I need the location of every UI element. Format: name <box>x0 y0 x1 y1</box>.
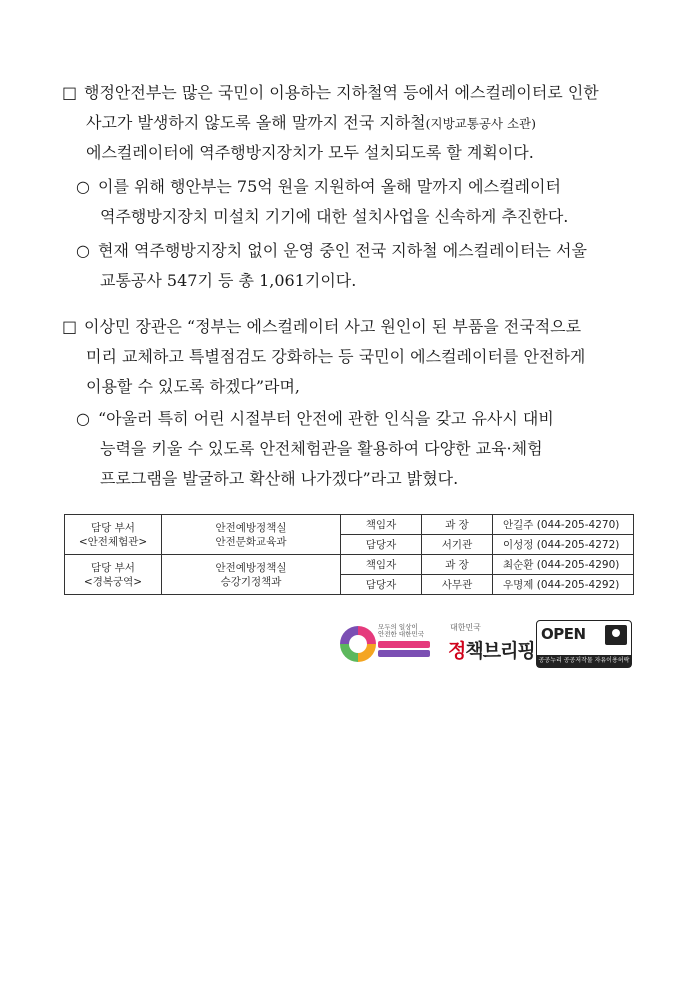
text-line: 이를 위해 행안부는 75억 원을 지원하여 올해 말까지 에스컬레이터 <box>98 177 561 196</box>
text-line: 이용할 수 있도록 하겠다”라며, <box>86 377 300 396</box>
text-line: 역주행방지장치 미설치 기기에 대한 설치사업을 신속하게 추진한다. <box>100 207 569 226</box>
dept-name: <경복궁역> <box>83 575 143 588</box>
title-cell: 사무관 <box>422 575 493 595</box>
footer-logos <box>340 620 640 670</box>
paragraph-1b <box>76 236 646 296</box>
text-line: 능력을 키울 수 있도록 안전체험관을 활용하여 다양한 교육·체험 <box>100 439 543 458</box>
briefing-logo-top: 대한민국 <box>450 623 481 632</box>
briefing-logo-a: 정 <box>448 640 466 662</box>
text-note: (지방교통공사 소관) <box>425 116 536 131</box>
title-cell: 과 장 <box>422 515 493 535</box>
briefing-logo-b: 책브리핑 <box>465 640 535 662</box>
square-bullet-icon: □ <box>62 83 78 102</box>
open-logo-footer: 공공누리 공공저작물 자유이용허락 <box>537 655 631 667</box>
team-office: 안전예방정책실 <box>215 521 287 534</box>
text-line: 사고가 발생하지 않도록 올해 말까지 전국 지하철 <box>86 113 426 132</box>
paragraph-1 <box>62 78 642 168</box>
kogl-open-logo <box>536 620 632 668</box>
square-bullet-icon: □ <box>62 317 78 336</box>
paragraph-1a <box>76 172 646 232</box>
briefing-logo-main <box>448 636 535 663</box>
text-line: 현재 역주행방지장치 없이 운영 중인 전국 지하철 에스컬레이터는 서울 <box>98 241 587 260</box>
open-logo-title: OPEN <box>541 625 586 643</box>
text-line: 교통공사 547기 등 총 1,061기이다. <box>100 271 357 290</box>
circle-bullet-icon: ○ <box>76 409 90 428</box>
dept-name: <안전체험관> <box>78 535 148 548</box>
paragraph-2a <box>76 404 646 494</box>
title-cell: 서기관 <box>422 535 493 555</box>
safety-emblem-icon <box>340 626 376 662</box>
safety-logo-bar <box>378 650 430 657</box>
table-row <box>65 515 634 535</box>
policy-briefing-logo <box>448 622 535 668</box>
text-line: 프로그램을 발굴하고 확산해 나가겠다”라고 밝혔다. <box>100 469 459 488</box>
paragraph-2 <box>62 312 642 402</box>
table-row <box>65 555 634 575</box>
title-cell: 과 장 <box>422 555 493 575</box>
circle-bullet-icon: ○ <box>76 177 90 196</box>
attribution-icon <box>605 625 627 645</box>
text-line: “아울러 특히 어린 시절부터 안전에 관한 인식을 갖고 유사시 대비 <box>98 409 554 428</box>
team-division: 승강기정책과 <box>220 575 282 588</box>
safety-korea-logo <box>340 624 440 668</box>
person-cell: 안길주 (044-205-4270) <box>493 515 634 535</box>
role-cell: 담당자 <box>341 575 422 595</box>
team-cell <box>162 515 341 555</box>
role-cell: 담당자 <box>341 535 422 555</box>
safety-logo-bar <box>378 641 430 648</box>
dept-cell <box>65 555 162 595</box>
dept-label: 담당 부서 <box>91 521 135 534</box>
person-cell: 최순환 (044-205-4290) <box>493 555 634 575</box>
safety-logo-text <box>378 624 424 638</box>
dept-cell <box>65 515 162 555</box>
safety-logo-line2: 안전한 대한민국 <box>378 630 425 638</box>
person-cell: 우명제 (044-205-4292) <box>493 575 634 595</box>
role-cell: 책임자 <box>341 555 422 575</box>
text-line: 미리 교체하고 특별점검도 강화하는 등 국민이 에스컬레이터를 안전하게 <box>86 347 586 366</box>
text-line: 행정안전부는 많은 국민이 이용하는 지하철역 등에서 에스컬레이터로 인한 <box>84 83 599 102</box>
safety-logo-line1: 모두의 일상이 <box>378 623 418 631</box>
circle-bullet-icon: ○ <box>76 241 90 260</box>
text-line: 이상민 장관은 “정부는 에스컬레이터 사고 원인이 된 부품을 전국적으로 <box>84 317 582 336</box>
team-division: 안전문화교육과 <box>215 535 287 548</box>
dept-label: 담당 부서 <box>91 561 135 574</box>
contact-table <box>64 514 634 595</box>
person-cell: 이성정 (044-205-4272) <box>493 535 634 555</box>
text-line: 에스컬레이터에 역주행방지장치가 모두 설치되도록 할 계획이다. <box>86 143 534 162</box>
team-office: 안전예방정책실 <box>215 561 287 574</box>
role-cell: 책임자 <box>341 515 422 535</box>
team-cell <box>162 555 341 595</box>
